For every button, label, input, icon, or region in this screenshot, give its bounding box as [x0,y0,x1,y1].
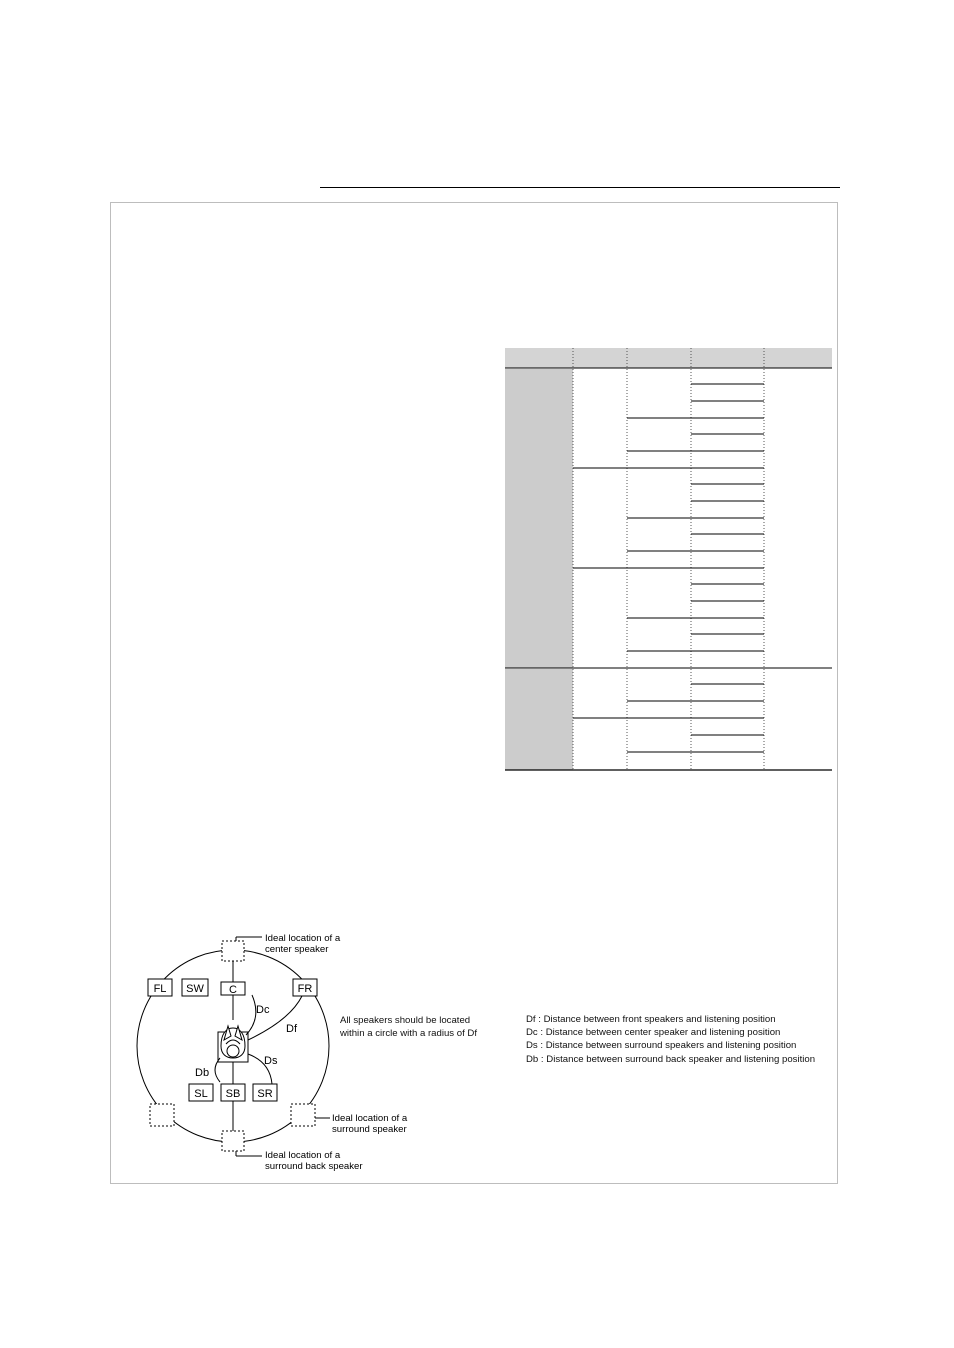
back-callout-line2: surround back speaker [265,1161,363,1172]
dc-arc [246,995,256,1035]
speaker-sb-label: SB [225,1088,241,1100]
speaker-sw-label: SW [186,983,204,995]
legend-ds: Ds : Distance between surround speakers and listening position [526,1040,797,1052]
speaker-c-label: C [229,984,237,996]
center-callout-line1: Ideal location of a [265,933,341,944]
speaker-sl-label: SL [194,1088,208,1100]
ideal-center-location [222,941,244,961]
db-label: Db [195,1067,210,1079]
speaker-sr-label: SR [257,1088,273,1100]
listener-icon [218,1026,248,1062]
legend-df: Df : Distance between front speakers and listening position [526,1014,776,1025]
legend-db: Db : Distance between surround back speaker and listening position [526,1053,816,1065]
speaker-fr-label: FR [297,983,313,995]
surround-callout-line1: Ideal location of a [332,1113,408,1124]
ideal-surround-back-location [222,1131,244,1151]
placement-note-line2: within a circle with a radius of Df [340,1028,478,1040]
ds-label: Ds [264,1055,278,1067]
ideal-surround-left-location [150,1104,174,1126]
back-callout-line1: Ideal location of a [265,1150,341,1161]
surround-callout-line2: surround speaker [332,1124,407,1135]
placement-note-line1: All speakers should be located [340,1015,471,1026]
placement-note [340,1014,477,1040]
dc-label: Dc [256,1004,270,1016]
legend-dc: Dc : Distance between center speaker and listening position [526,1027,781,1039]
ideal-surround-right-location [291,1104,315,1126]
distance-legend [526,1013,815,1066]
df-label: Df [286,1023,297,1035]
speaker-fl-label: FL [153,983,167,995]
center-callout-line2: center speaker [265,944,329,955]
